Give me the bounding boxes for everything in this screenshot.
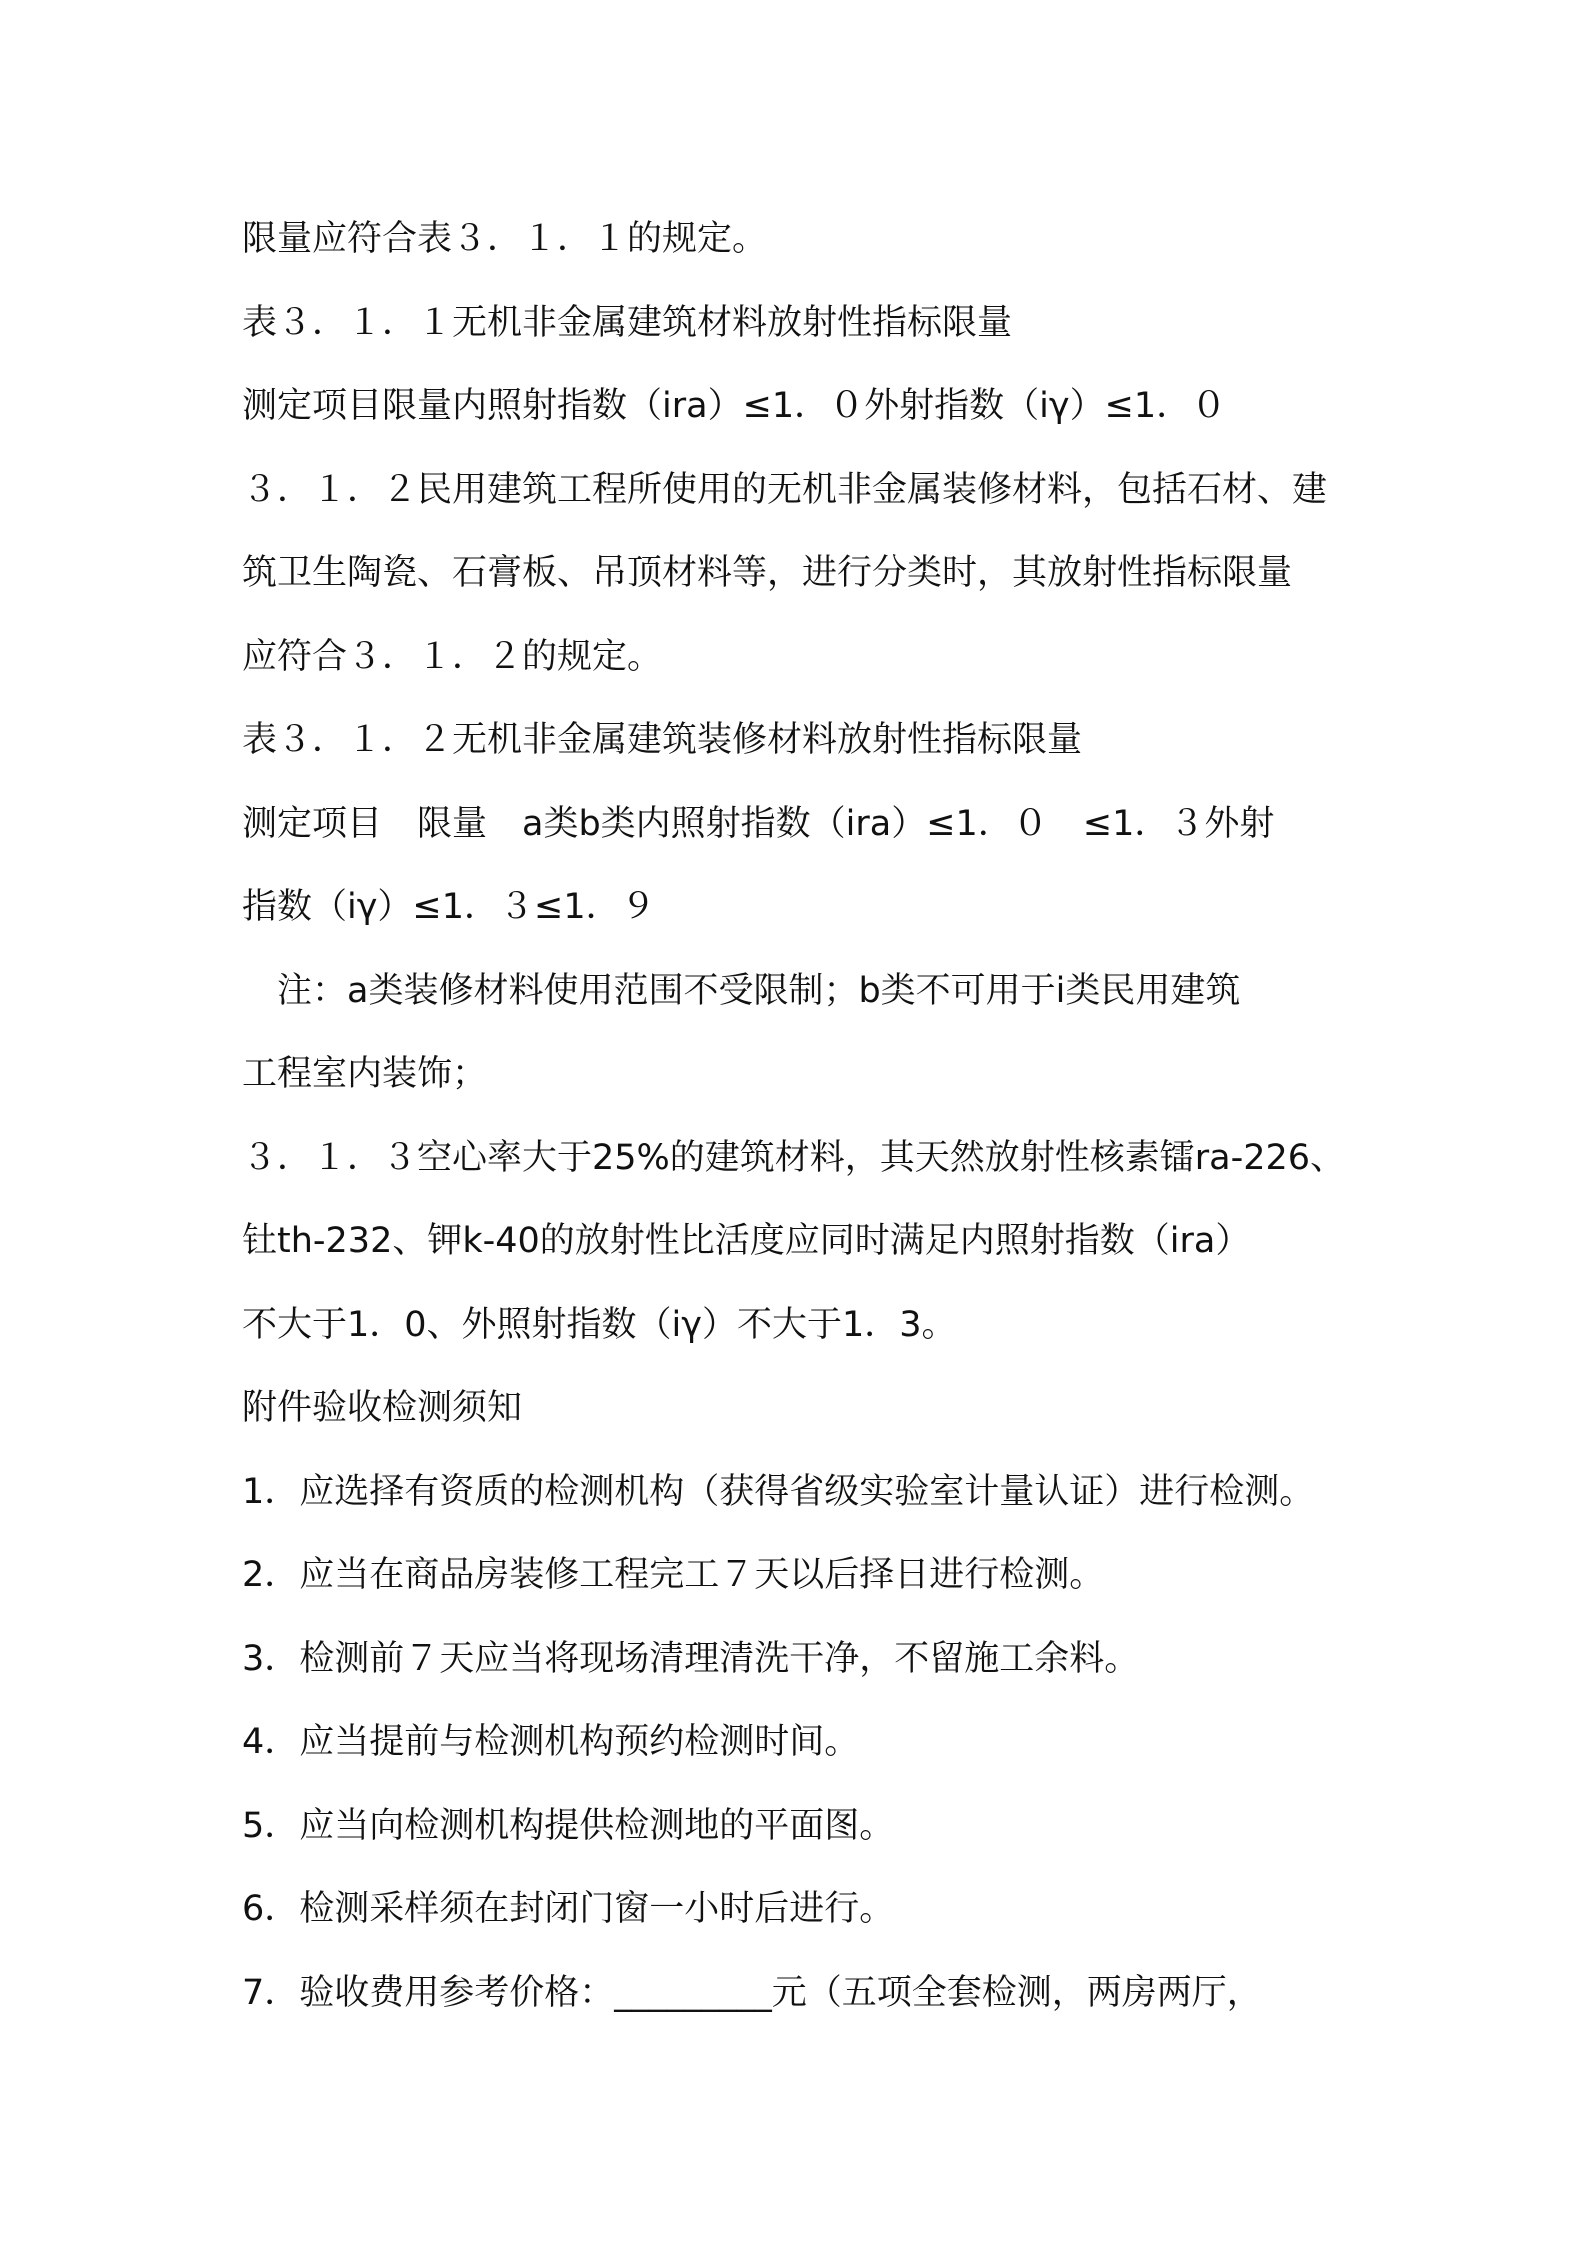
note-line-2: 工程室内装饰；: [242, 1054, 488, 1094]
clause-3-1-3-line-2: 钍th-232、钾k-40的放射性比活度应同时满足内照射指数（ira）: [242, 1221, 1251, 1261]
appendix-heading: 附件验收检测须知: [242, 1388, 523, 1428]
text-line-limit-reference: 限量应符合表３．１．１的规定。: [242, 219, 768, 259]
appendix-item-3: 3．检测前７天应当将现场清理清洗干净，不留施工余料。: [242, 1638, 1140, 1679]
appendix-item-7: 7．验收费用参考价格：_________元（五项全套检测，两房两厅，: [242, 1972, 1262, 2013]
appendix-item-4: 4．应当提前与检测机构预约检测时间。: [242, 1722, 860, 1762]
table-3-1-1-content: 测定项目限量内照射指数（ira）≤1．０外射指数（iγ）≤1．０: [242, 386, 1227, 426]
clause-3-1-3-line-1: ３．１．３空心率大于25%的建筑材料，其天然放射性核素镭ra-226、: [242, 1137, 1346, 1178]
table-3-1-2-content-line-2: 指数（iγ）≤1．３≤1．９: [242, 887, 656, 927]
clause-3-1-2-line-2: 筑卫生陶瓷、石膏板、吊顶材料等，进行分类时，其放射性指标限量: [242, 553, 1293, 593]
clause-3-1-2-line-3: 应符合３．１．２的规定。: [242, 636, 663, 677]
appendix-item-1: 1．应选择有资质的检测机构（获得省级实验室计量认证）进行检测。: [242, 1471, 1315, 1512]
appendix-item-5: 5．应当向检测机构提供检测地的平面图。: [242, 1805, 895, 1846]
body-text: [242, 198, 1402, 2035]
clause-3-1-2-line-1: ３．１．２民用建筑工程所使用的无机非金属装修材料，包括石材、建: [242, 469, 1328, 510]
table-3-1-2-content-line-1: 测定项目 限量 a类b类内照射指数（ira）≤1．０ ≤1．３外射: [242, 803, 1275, 844]
table-3-1-2-title: 表３．１．２无机非金属建筑装修材料放射性指标限量: [242, 720, 1083, 760]
note-line-1: 注：a类装修材料使用范围不受限制；b类不可用于ⅰ类民用建筑: [242, 970, 1241, 1011]
clause-3-1-3-line-3: 不大于1．0、外照射指数（iγ）不大于1．3。: [242, 1304, 957, 1345]
appendix-item-2: 2．应当在商品房装修工程完工７天以后择日进行检测。: [242, 1555, 1105, 1595]
table-3-1-1-title: 表３．１．１无机非金属建筑材料放射性指标限量: [242, 302, 1013, 343]
appendix-item-6: 6．检测采样须在封闭门窗一小时后进行。: [242, 1889, 895, 1929]
